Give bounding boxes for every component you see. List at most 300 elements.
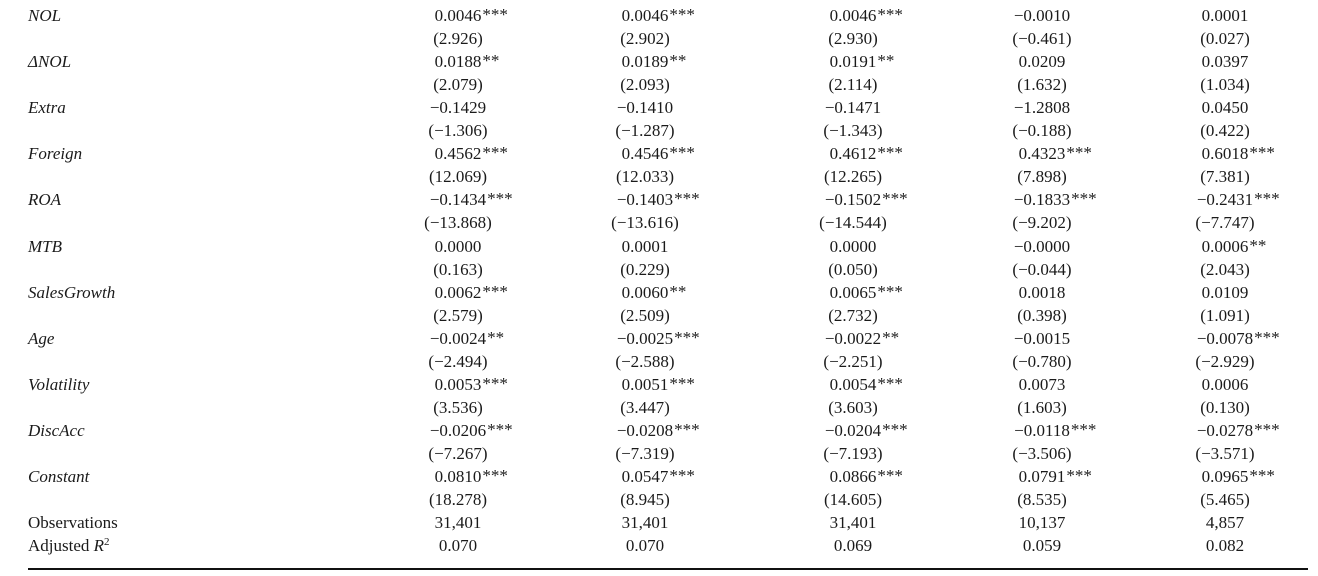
- table-bottom-rule: [28, 568, 1308, 570]
- t-stat-cell: [824, 488, 882, 511]
- t-stat-cell-value: (0.422): [1200, 121, 1250, 141]
- t-stat-row: [0, 488, 1318, 511]
- t-stat-cell-value: (−7.193): [823, 443, 883, 463]
- significance-stars: ***: [482, 5, 508, 24]
- coefficient-row: [0, 235, 1318, 258]
- coefficient-cell-value: −0.1471: [824, 98, 882, 118]
- t-stat-cell-value: (−0.461): [1012, 29, 1072, 49]
- t-stat-cell-value: (−2.494): [428, 351, 488, 371]
- significance-stars: ***: [1070, 419, 1097, 439]
- t-stat-cell: [428, 350, 487, 373]
- coefficient-cell-value: −0.0015: [1013, 328, 1071, 348]
- t-stat-cell-value: (−14.544): [819, 213, 887, 233]
- t-stat-cell-value: (1.091): [1200, 305, 1250, 325]
- t-stat-cell: [615, 350, 674, 373]
- t-stat-cell: [1012, 258, 1071, 281]
- coefficient-row: [0, 465, 1318, 488]
- t-stat-cell-value: (−2.588): [615, 351, 675, 371]
- observations-row: [0, 511, 1318, 534]
- coefficient-cell: [616, 327, 700, 350]
- t-stat-cell: [433, 304, 483, 327]
- t-stat-cell: [1012, 442, 1071, 465]
- t-stat-cell-value: (1.632): [1017, 75, 1067, 95]
- t-stat-cell-value: (0.229): [620, 259, 670, 279]
- coefficient-row: [0, 4, 1318, 27]
- coefficient-cell-value: −0.0278: [1196, 420, 1254, 440]
- t-stat-cell-value: (0.163): [433, 259, 483, 279]
- variable-label: ΔNOL: [28, 52, 72, 72]
- coefficient-cell-value: −0.2431: [1196, 190, 1254, 210]
- t-stat-cell-value: (−13.868): [424, 213, 492, 233]
- coefficient-cell-value: 0.0062: [434, 282, 482, 302]
- coefficient-cell: [1202, 373, 1249, 396]
- coefficient-cell-value: 0.0397: [1201, 52, 1249, 72]
- coefficient-cell-value: −0.0024: [429, 328, 487, 348]
- coefficient-cell: [1014, 327, 1070, 350]
- observations-cell: [622, 511, 669, 534]
- coefficient-cell-value: −0.0000: [1013, 236, 1071, 256]
- coefficient-cell: [616, 188, 700, 211]
- t-stat-cell-value: (2.902): [620, 29, 670, 49]
- coefficient-cell: [617, 96, 673, 119]
- significance-stars: **: [1249, 235, 1267, 255]
- coefficient-cell-value: −0.0206: [429, 420, 487, 440]
- t-stat-cell: [1017, 488, 1067, 511]
- significance-stars: **: [482, 51, 500, 71]
- t-stat-cell-value: (0.027): [1200, 29, 1250, 49]
- coefficient-row: [0, 281, 1318, 304]
- t-stat-cell: [429, 165, 487, 188]
- observations-label: Observations: [28, 513, 118, 533]
- t-stat-row: [0, 396, 1318, 419]
- t-stat-cell-value: (−2.251): [823, 351, 883, 371]
- t-stat-cell: [1200, 258, 1250, 281]
- t-stat-cell: [429, 488, 487, 511]
- t-stat-cell: [1012, 350, 1071, 373]
- coefficient-cell-value: 0.6018: [1201, 144, 1249, 164]
- coefficient-cell: [1202, 281, 1249, 304]
- observations-cell: [435, 511, 482, 534]
- coefficient-cell-value: 0.0000: [829, 236, 877, 256]
- coefficient-cell-value: 0.0073: [1018, 374, 1066, 394]
- significance-stars: ***: [669, 143, 695, 163]
- variable-label: NOL: [28, 6, 62, 25]
- t-stat-cell-value: (12.265): [823, 167, 883, 187]
- coefficient-cell: [829, 281, 903, 304]
- significance-stars: ***: [1254, 189, 1280, 209]
- coefficient-cell: [825, 96, 881, 119]
- coefficient-cell-value: 0.0547: [621, 467, 669, 486]
- t-stat-cell: [424, 211, 492, 234]
- t-stat-cell: [828, 258, 878, 281]
- coefficient-cell: [829, 4, 903, 27]
- t-stat-cell: [620, 27, 670, 50]
- t-stat-cell-value: (2.079): [433, 75, 483, 95]
- t-stat-cell-value: (−3.506): [1012, 443, 1072, 463]
- observations-cell-value: 4,857: [1205, 513, 1245, 533]
- coefficient-cell: [429, 327, 505, 350]
- t-stat-cell-value: (−9.202): [1012, 213, 1072, 233]
- t-stat-cell-value: (−3.571): [1195, 443, 1255, 463]
- variable-label: Age: [28, 328, 55, 348]
- observations-cell: [830, 511, 877, 534]
- t-stat-cell-value: (0.050): [828, 259, 878, 279]
- t-stat-row: [0, 73, 1318, 96]
- coefficient-cell: [1014, 235, 1070, 258]
- coefficient-cell: [434, 50, 500, 73]
- t-stat-cell-value: (−1.343): [823, 121, 883, 141]
- t-stat-cell: [824, 165, 882, 188]
- t-stat-row: [0, 304, 1318, 327]
- coefficient-cell-value: −0.0118: [1014, 420, 1070, 440]
- adjusted-r2-cell-value: 0.070: [625, 536, 665, 556]
- t-stat-cell-value: (−1.287): [615, 121, 675, 141]
- coefficient-cell-value: 0.0006: [1201, 374, 1249, 394]
- t-stat-cell-value: (3.447): [620, 397, 670, 417]
- coefficient-cell-value: −0.0208: [616, 420, 674, 440]
- coefficient-cell-value: 0.0006: [1201, 236, 1249, 256]
- significance-stars: ***: [1066, 143, 1092, 163]
- coefficient-cell-value: −0.0022: [824, 328, 882, 348]
- t-stat-cell: [620, 73, 670, 96]
- coefficient-row: [0, 50, 1318, 73]
- coefficient-row: [0, 419, 1318, 442]
- significance-stars: ***: [487, 419, 513, 439]
- coefficient-row: [0, 373, 1318, 396]
- t-stat-cell-value: (2.579): [433, 305, 483, 325]
- variable-label: ROA: [28, 190, 62, 210]
- t-stat-cell-value: (3.603): [828, 397, 878, 417]
- coefficient-cell-value: 0.0209: [1018, 52, 1066, 72]
- coefficient-cell-value: 0.0965: [1201, 467, 1249, 486]
- coefficient-cell-value: 0.4562: [434, 144, 482, 164]
- coefficient-cell-value: 0.0001: [1201, 6, 1249, 25]
- t-stat-cell: [428, 119, 487, 142]
- significance-stars: ***: [487, 189, 513, 209]
- significance-stars: ***: [882, 189, 908, 209]
- t-stat-cell-value: (−13.616): [611, 213, 679, 233]
- t-stat-row: [0, 165, 1318, 188]
- t-stat-cell: [433, 27, 483, 50]
- t-stat-cell: [829, 73, 878, 96]
- observations-cell: [1019, 511, 1066, 534]
- observations-cell-value: 31,401: [434, 513, 482, 533]
- t-stat-row: [0, 119, 1318, 142]
- t-stat-cell-value: (14.605): [823, 490, 883, 510]
- coefficient-row: [0, 327, 1318, 350]
- coefficient-cell: [621, 50, 687, 73]
- coefficient-cell: [1013, 188, 1097, 211]
- coefficient-cell: [1019, 373, 1066, 396]
- coefficient-cell: [829, 50, 895, 73]
- coefficient-cell: [434, 142, 508, 165]
- significance-stars: ***: [1249, 466, 1275, 485]
- t-stat-cell: [1200, 73, 1250, 96]
- t-stat-cell-value: (3.536): [433, 397, 483, 417]
- coefficient-cell: [434, 281, 508, 304]
- t-stat-cell: [616, 165, 674, 188]
- coefficient-cell: [1196, 188, 1280, 211]
- adjusted-r2-cell: [626, 534, 664, 557]
- coefficient-cell-value: −0.1502: [824, 190, 882, 210]
- coefficient-cell-value: −0.0025: [616, 328, 674, 348]
- variable-label: Extra: [28, 98, 66, 118]
- t-stat-cell: [1200, 119, 1250, 142]
- significance-stars: ***: [877, 143, 903, 163]
- t-stat-cell: [823, 119, 882, 142]
- coefficient-cell: [829, 465, 903, 488]
- coefficient-cell: [1014, 96, 1070, 119]
- coefficient-cell-value: 0.0791: [1018, 467, 1066, 486]
- coefficient-cell: [829, 373, 903, 396]
- coefficient-cell: [616, 419, 700, 442]
- significance-stars: ***: [1254, 327, 1280, 347]
- adjusted-r2-label: Adjusted $R^2$: [28, 536, 110, 556]
- t-stat-cell-value: (8.945): [620, 490, 670, 510]
- t-stat-cell-value: (−7.267): [428, 443, 488, 463]
- significance-stars: ***: [669, 5, 695, 24]
- coefficient-cell: [434, 373, 508, 396]
- coefficient-cell: [1202, 4, 1249, 27]
- coefficient-cell: [1014, 4, 1070, 27]
- t-stat-cell-value: (0.130): [1200, 397, 1250, 417]
- coefficient-cell-value: −1.2808: [1013, 98, 1071, 118]
- t-stat-row: [0, 442, 1318, 465]
- coefficient-cell-value: 0.0054: [829, 374, 877, 394]
- observations-cell-value: 10,137: [1018, 513, 1066, 533]
- significance-stars: ***: [877, 466, 903, 485]
- t-stat-cell-value: (7.898): [1017, 167, 1067, 187]
- coefficient-cell-value: −0.1434: [429, 190, 487, 210]
- coefficient-cell: [1019, 281, 1066, 304]
- t-stat-cell-value: (12.033): [615, 167, 675, 187]
- coefficient-cell-value: 0.0000: [434, 236, 482, 256]
- t-stat-cell: [823, 350, 882, 373]
- t-stat-row: [0, 27, 1318, 50]
- t-stat-cell: [620, 304, 670, 327]
- coefficient-cell-value: −0.0204: [824, 420, 882, 440]
- significance-stars: **: [877, 51, 895, 71]
- variable-label: Foreign: [28, 144, 83, 164]
- coefficient-cell: [830, 235, 877, 258]
- t-stat-cell-value: (1.603): [1017, 397, 1067, 417]
- t-stat-cell-value: (18.278): [428, 490, 488, 510]
- t-stat-cell: [823, 442, 882, 465]
- t-stat-cell: [1200, 304, 1250, 327]
- t-stat-cell: [611, 211, 679, 234]
- adjusted-r2-text: Adjusted: [28, 536, 94, 556]
- coefficient-cell: [1196, 419, 1280, 442]
- coefficient-cell-value: 0.0109: [1201, 282, 1249, 302]
- significance-stars: ***: [1249, 143, 1275, 163]
- t-stat-cell-value: (−7.319): [615, 443, 675, 463]
- t-stat-cell-value: (12.069): [428, 167, 488, 187]
- adjusted-r2-row: [0, 534, 1318, 557]
- significance-stars: ***: [877, 5, 903, 24]
- coefficient-cell: [1202, 50, 1249, 73]
- t-stat-row: [0, 258, 1318, 281]
- t-stat-cell: [828, 396, 878, 419]
- t-stat-cell: [1017, 165, 1067, 188]
- coefficient-cell-value: 0.0053: [434, 374, 482, 394]
- coefficient-cell-value: −0.1410: [616, 98, 674, 118]
- adjusted-r2-cell-value: 0.082: [1205, 536, 1245, 556]
- t-stat-cell: [1012, 211, 1071, 234]
- t-stat-cell-value: (2.093): [620, 75, 670, 95]
- t-stat-cell: [620, 396, 670, 419]
- t-stat-cell: [1017, 73, 1067, 96]
- coefficient-cell: [1019, 50, 1066, 73]
- coefficient-cell: [435, 235, 482, 258]
- t-stat-cell: [1200, 165, 1250, 188]
- t-stat-cell: [1200, 396, 1250, 419]
- coefficient-cell: [429, 188, 513, 211]
- coefficient-cell-value: 0.0046: [434, 6, 482, 25]
- t-stat-cell: [1017, 304, 1067, 327]
- variable-label: Volatility: [28, 374, 90, 394]
- coefficient-cell-value: 0.4612: [829, 144, 877, 164]
- observations-cell-value: 31,401: [621, 513, 669, 533]
- adjusted-r2-cell: [1023, 534, 1061, 557]
- coefficient-cell-value: −0.0010: [1013, 6, 1071, 25]
- t-stat-cell: [615, 442, 674, 465]
- t-stat-cell-value: (2.043): [1200, 259, 1250, 279]
- coefficient-cell: [829, 142, 903, 165]
- coefficient-cell: [1018, 142, 1092, 165]
- t-stat-cell-value: (8.535): [1017, 490, 1067, 510]
- coefficient-cell: [824, 419, 908, 442]
- t-stat-cell-value: (−1.306): [428, 121, 488, 141]
- coefficient-cell-value: 0.0188: [434, 52, 482, 72]
- significance-stars: ***: [669, 373, 695, 393]
- coefficient-cell-value: 0.0018: [1018, 282, 1066, 302]
- adjusted-r2-cell: [1206, 534, 1244, 557]
- coefficient-cell: [621, 465, 695, 488]
- coefficient-cell: [430, 96, 486, 119]
- coefficient-cell: [824, 327, 900, 350]
- t-stat-cell-value: (2.732): [828, 305, 878, 325]
- coefficient-cell-value: 0.0051: [621, 374, 669, 394]
- coefficient-row: [0, 142, 1318, 165]
- significance-stars: **: [487, 327, 505, 347]
- significance-stars: **: [669, 281, 687, 301]
- coefficient-cell-value: 0.0046: [829, 6, 877, 25]
- significance-stars: ***: [674, 189, 700, 209]
- coefficient-cell: [622, 235, 669, 258]
- t-stat-cell-value: (−0.044): [1012, 259, 1072, 279]
- coefficient-cell: [824, 188, 908, 211]
- coefficient-cell: [434, 4, 508, 27]
- coefficient-cell: [1201, 465, 1275, 488]
- t-stat-cell: [615, 119, 674, 142]
- coefficient-cell: [1196, 327, 1280, 350]
- coefficient-cell-value: 0.0046: [621, 6, 669, 25]
- coefficient-cell-value: 0.4323: [1018, 144, 1066, 164]
- t-stat-cell: [828, 27, 878, 50]
- adjusted-r2-cell: [834, 534, 872, 557]
- significance-stars: ***: [674, 327, 700, 347]
- coefficient-cell: [1018, 465, 1092, 488]
- t-stat-cell-value: (2.114): [828, 75, 878, 95]
- coefficient-row: [0, 188, 1318, 211]
- t-stat-cell-value: (0.398): [1017, 305, 1067, 325]
- coefficient-cell-value: −0.1429: [429, 98, 487, 118]
- coefficient-cell-value: 0.0450: [1201, 98, 1249, 118]
- t-stat-cell: [1200, 27, 1250, 50]
- t-stat-cell-value: (1.034): [1200, 75, 1250, 95]
- t-stat-cell-value: (−0.780): [1012, 351, 1072, 371]
- t-stat-cell: [1017, 396, 1067, 419]
- significance-stars: **: [882, 327, 900, 347]
- coefficient-cell: [621, 373, 695, 396]
- significance-stars: ***: [1071, 189, 1097, 209]
- t-stat-cell: [1195, 442, 1254, 465]
- significance-stars: ***: [482, 143, 508, 163]
- significance-stars: ***: [877, 281, 903, 301]
- variable-label: SalesGrowth: [28, 282, 116, 302]
- coefficient-cell-value: 0.0866: [829, 467, 877, 486]
- t-stat-cell: [1012, 27, 1071, 50]
- significance-stars: ***: [482, 281, 508, 301]
- coefficient-cell-value: −0.1403: [616, 190, 674, 210]
- t-stat-cell: [1195, 211, 1254, 234]
- significance-stars: ***: [1066, 466, 1092, 485]
- t-stat-cell: [620, 258, 670, 281]
- t-stat-cell: [433, 73, 483, 96]
- adjusted-r2-cell-value: 0.059: [1022, 536, 1062, 556]
- significance-stars: ***: [482, 466, 508, 485]
- significance-stars: ***: [1254, 419, 1280, 439]
- coefficient-cell: [429, 419, 513, 442]
- t-stat-cell: [620, 488, 670, 511]
- coefficient-cell-value: 0.4546: [621, 144, 669, 164]
- superscript: 2: [104, 536, 110, 549]
- coefficient-cell-value: 0.0001: [621, 236, 669, 256]
- observations-cell-value: 31,401: [829, 513, 877, 533]
- significance-stars: **: [669, 51, 687, 71]
- significance-stars: ***: [482, 373, 508, 393]
- coefficient-cell: [1202, 96, 1249, 119]
- t-stat-cell-value: (2.509): [620, 305, 670, 325]
- coefficient-cell-value: 0.0065: [829, 282, 877, 302]
- t-stat-cell: [1200, 488, 1250, 511]
- t-stat-cell-value: (7.381): [1200, 167, 1250, 187]
- coefficient-cell: [621, 142, 695, 165]
- coefficient-cell-value: 0.0191: [829, 52, 877, 72]
- t-stat-cell: [828, 304, 878, 327]
- t-stat-cell: [433, 396, 483, 419]
- coefficient-cell-value: −0.0078: [1196, 328, 1254, 348]
- coefficient-cell: [1201, 235, 1267, 258]
- adjusted-r2-cell: [439, 534, 477, 557]
- coefficient-cell: [434, 465, 508, 488]
- t-stat-cell-value: (5.465): [1200, 490, 1250, 510]
- variable-label: DiscAcc: [28, 420, 85, 440]
- t-stat-row: [0, 211, 1318, 234]
- t-stat-cell: [819, 211, 887, 234]
- coefficient-cell-value: 0.0060: [621, 282, 669, 302]
- variable-label: MTB: [28, 236, 62, 256]
- t-stat-row: [0, 350, 1318, 373]
- significance-stars: ***: [882, 419, 908, 439]
- coefficient-cell-value: 0.0810: [434, 467, 482, 486]
- significance-stars: ***: [877, 373, 903, 393]
- coefficient-row: [0, 96, 1318, 119]
- t-stat-cell-value: (−2.929): [1195, 351, 1255, 371]
- t-stat-cell-value: (2.926): [433, 29, 483, 49]
- coefficient-cell-value: 0.0189: [621, 52, 669, 72]
- coefficient-cell: [1014, 419, 1097, 442]
